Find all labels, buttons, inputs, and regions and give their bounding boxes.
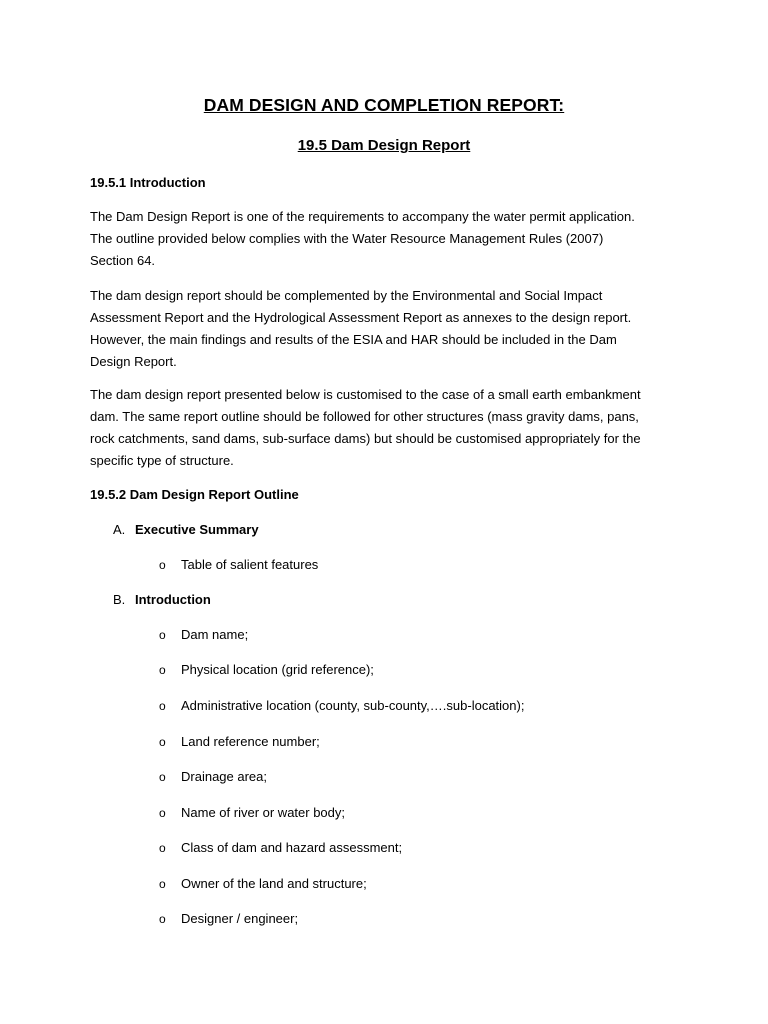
bullet-icon: o <box>159 912 166 926</box>
bullet-icon: o <box>159 663 166 677</box>
list-marker: B. <box>113 592 126 607</box>
outline-item-introduction <box>113 592 211 607</box>
paragraph-line: The outline provided below complies with the Water Resource Management Rules (2007) <box>90 231 604 246</box>
bullet-icon: o <box>159 877 166 891</box>
bullet-icon: o <box>159 806 166 820</box>
paragraph-line: The Dam Design Report is one of the requirements to accompany the water permit application. <box>90 209 635 224</box>
list-item <box>159 805 345 820</box>
document-title: DAM DESIGN AND COMPLETION REPORT: <box>203 95 565 115</box>
list-item-text: Drainage area; <box>181 769 267 784</box>
list-item-text: Designer / engineer; <box>181 911 299 926</box>
paragraph-line: However, the main findings and results of the ESIA and HAR should be included in the Dam <box>90 332 617 347</box>
paragraph-line: The dam design report should be complemented by the Environmental and Social Impact <box>90 288 603 303</box>
list-item-text: Administrative location (county, sub-county,….sub-location); <box>181 698 525 713</box>
bullet-icon: o <box>159 770 166 784</box>
section-title: 19.5 Dam Design Report <box>297 137 471 154</box>
paragraph-line: rock catchments, sand dams, sub-surface dams) but should be customised appropriately for the <box>90 431 641 446</box>
bullet-icon: o <box>159 558 166 572</box>
list-item <box>159 840 402 855</box>
list-item-text: Owner of the land and structure; <box>181 876 367 891</box>
intro-paragraph-2 <box>90 285 690 373</box>
bullet-icon: o <box>159 841 166 855</box>
list-item <box>159 627 248 642</box>
list-item <box>159 876 367 891</box>
paragraph-line: The dam design report presented below is customised to the case of a small earth embankment <box>90 387 641 402</box>
list-item-text: Land reference number; <box>181 734 320 749</box>
list-item <box>159 662 374 677</box>
list-item <box>159 734 320 749</box>
list-item <box>159 698 524 713</box>
paragraph-line: specific type of structure. <box>90 453 234 468</box>
outline-heading: 19.5.2 Dam Design Report Outline <box>90 487 299 502</box>
list-item-text: Table of salient features <box>181 557 319 572</box>
bullet-icon: o <box>159 628 166 642</box>
paragraph-line: dam. The same report outline should be followed for other structures (mass gravity dams, pans, <box>90 409 639 424</box>
outline-item-label: Introduction <box>135 592 211 607</box>
intro-heading: 19.5.1 Introduction <box>90 175 206 190</box>
outline-item-label: Executive Summary <box>135 522 259 537</box>
list-item <box>159 769 267 784</box>
list-item <box>159 557 318 572</box>
intro-paragraph-1 <box>90 206 690 272</box>
list-item <box>159 911 298 926</box>
paragraph-line: Section 64. <box>90 253 156 268</box>
bullet-icon: o <box>159 699 166 713</box>
intro-paragraph-3 <box>90 384 690 472</box>
list-item-text: Dam name; <box>181 627 249 642</box>
bullet-icon: o <box>159 735 166 749</box>
list-item-text: Physical location (grid reference); <box>181 662 374 677</box>
paragraph-line: Design Report. <box>90 354 177 369</box>
list-item-text: Name of river or water body; <box>181 805 346 820</box>
list-item-text: Class of dam and hazard assessment; <box>181 840 403 855</box>
outline-item-executive-summary <box>113 522 259 537</box>
list-marker: A. <box>113 522 126 537</box>
paragraph-line: Assessment Report and the Hydrological Assessment Report as annexes to the design report. <box>90 310 632 325</box>
